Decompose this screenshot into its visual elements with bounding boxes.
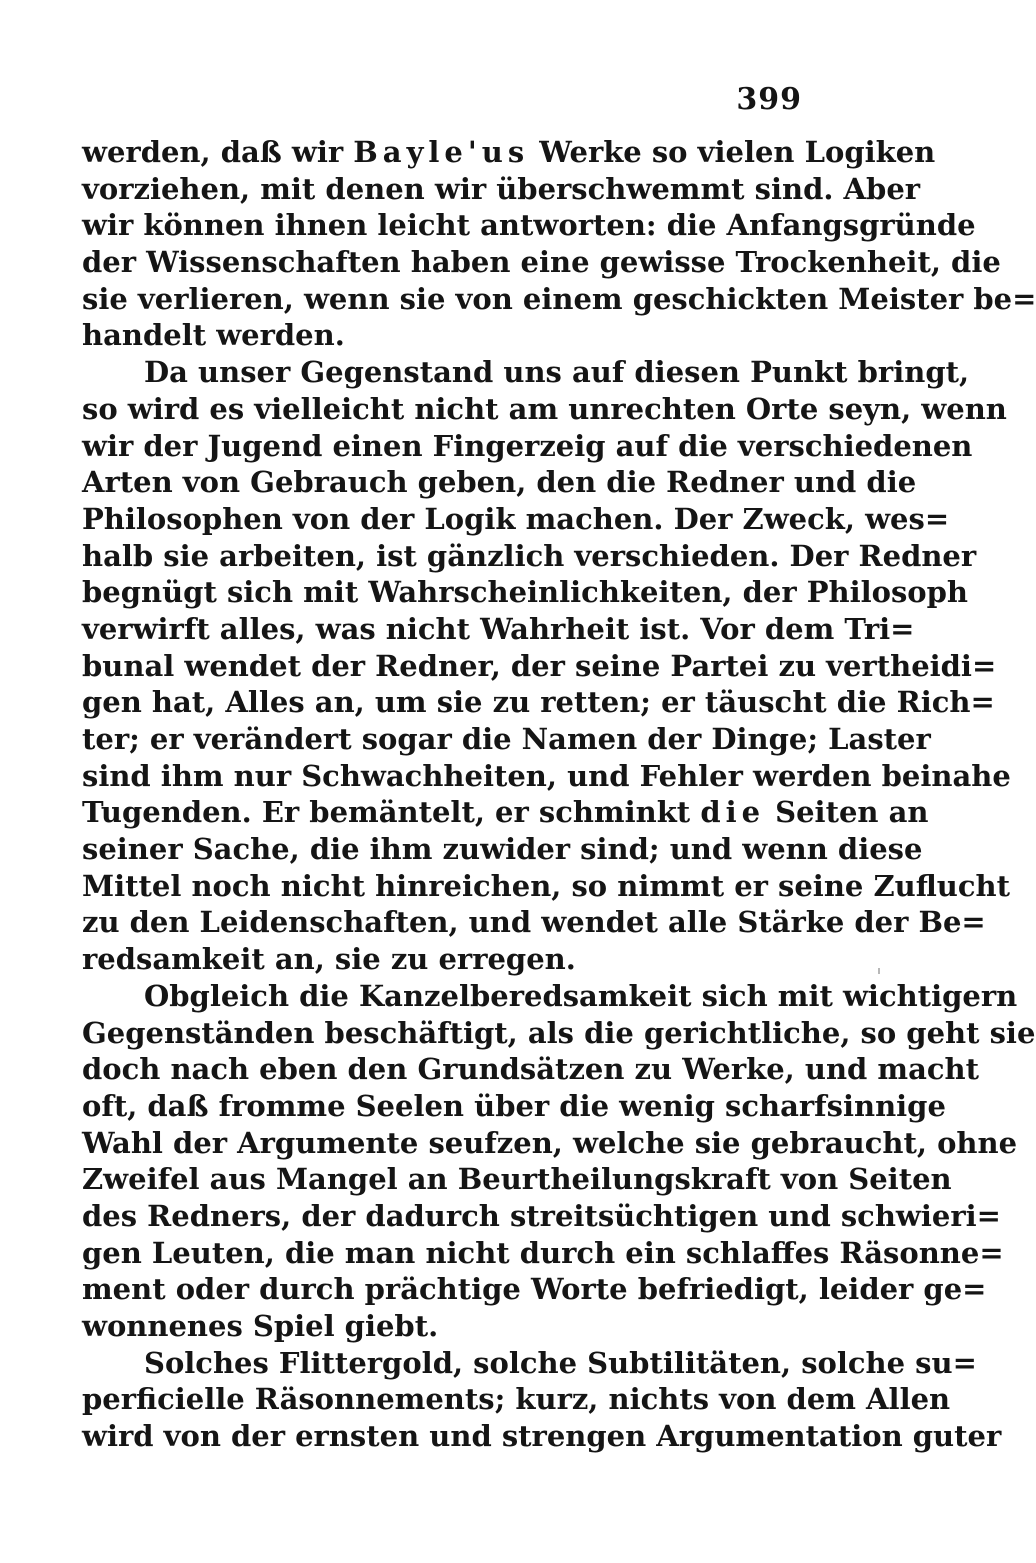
emphasized-name: Bayle'us [353, 135, 530, 169]
emphasized-word: die [700, 795, 766, 830]
text-line: wonnenes Spiel giebt. [82, 1309, 439, 1343]
text-line: Wahl der Argumente seufzen, welche sie gebraucht, ohne [82, 1125, 1018, 1160]
body-text [82, 134, 1036, 1455]
print-speck [878, 968, 880, 974]
text-line: seiner Sache, die ihm zuwider sind; und wenn diese [82, 832, 923, 867]
paragraph-2 [82, 354, 1011, 978]
text-line: Zweifel aus Mangel an Beurtheilungskraft von Seiten [82, 1162, 952, 1197]
text-line: Obgleich die Kanzelberedsamkeit sich mit wichtigern [144, 978, 1018, 1013]
text-fragment: Werke so vielen Logiken [529, 135, 936, 169]
text-fragment: werden, daß wir [82, 135, 354, 169]
text-line: Mittel noch nicht hinreichen, so nimmt er seine Zuflucht [82, 868, 1011, 903]
paragraph-3 [82, 978, 1036, 1345]
text-line: Solches Flittergold, solche Subtilitäten, solche su= [144, 1345, 977, 1380]
text-fragment: Seiten an [765, 795, 929, 830]
text-line: wir der Jugend einen Fingerzeig auf die verschiedenen [82, 428, 973, 463]
text-line: so wird es vielleicht nicht am unrechten Orte seyn, wenn [82, 391, 1007, 426]
text-line: vorziehen, mit denen wir überschwemmt sind. Aber [82, 171, 921, 206]
text-line: gen hat, Alles an, um sie zu retten; er täuscht die Rich= [82, 685, 995, 720]
text-line: handelt werden. [82, 318, 345, 353]
text-line: ter; er verändert sogar die Namen der Dinge; Laster [82, 722, 931, 756]
text-line: zu den Leidenschaften, und wendet alle Stärke der Be= [82, 905, 986, 940]
text-line: oft, daß fromme Seelen über die wenig scharfsinnige [82, 1088, 946, 1123]
text-line: halb sie arbeiten, ist gänzlich verschieden. Der Redner [82, 538, 977, 573]
text-line: verwirft alles, was nicht Wahrheit ist. Vor dem Tri= [82, 611, 915, 646]
text-line: Arten von Gebrauch geben, den die Redner und die [82, 465, 917, 500]
text-line: begnügt sich mit Wahrscheinlichkeiten, der Philosoph [82, 575, 969, 610]
text-line: sie verlieren, wenn sie von einem geschickten Meister be= [82, 281, 1036, 316]
text-line: Da unser Gegenstand uns auf diesen Punkt bringt, [144, 355, 970, 390]
text-line: des Redners, der dadurch streitsüchtigen und schwieri= [82, 1198, 1001, 1233]
text-line: Gegenständen beschäftigt, als die gerichtliche, so geht sie [82, 1015, 1036, 1050]
text-line: ment oder durch prächtige Worte befriedigt, leider ge= [82, 1272, 987, 1307]
text-line: wir können ihnen leicht antworten: die Anfangsgründe [82, 208, 976, 243]
text-line: wird von der ernsten und strengen Argumentation guter [82, 1419, 1002, 1454]
text-line: bunal wendet der Redner, der seine Partei zu vertheidi= [82, 648, 997, 683]
text-line [82, 794, 929, 831]
paragraph-1 [82, 134, 1036, 354]
page-number: 399 [736, 82, 802, 117]
text-line: Philosophen von der Logik machen. Der Zweck, wes= [82, 501, 950, 536]
text-line: der Wissenschaften haben eine gewisse Trockenheit, die [82, 245, 1001, 280]
text-line [82, 134, 936, 171]
text-line: sind ihm nur Schwachheiten, und Fehler werden beinahe [82, 758, 1011, 793]
text-line: redsamkeit an, sie zu erregen. [82, 942, 576, 977]
text-line: perficielle Räsonnements; kurz, nichts von dem Allen [82, 1382, 951, 1417]
text-line: doch nach eben den Grundsätzen zu Werke, und macht [82, 1052, 980, 1087]
text-line: gen Leuten, die man nicht durch ein schlaffes Räsonne= [82, 1235, 1004, 1270]
paragraph-4 [82, 1345, 1002, 1455]
text-fragment: Tugenden. Er bemäntelt, er schminkt [82, 795, 701, 830]
